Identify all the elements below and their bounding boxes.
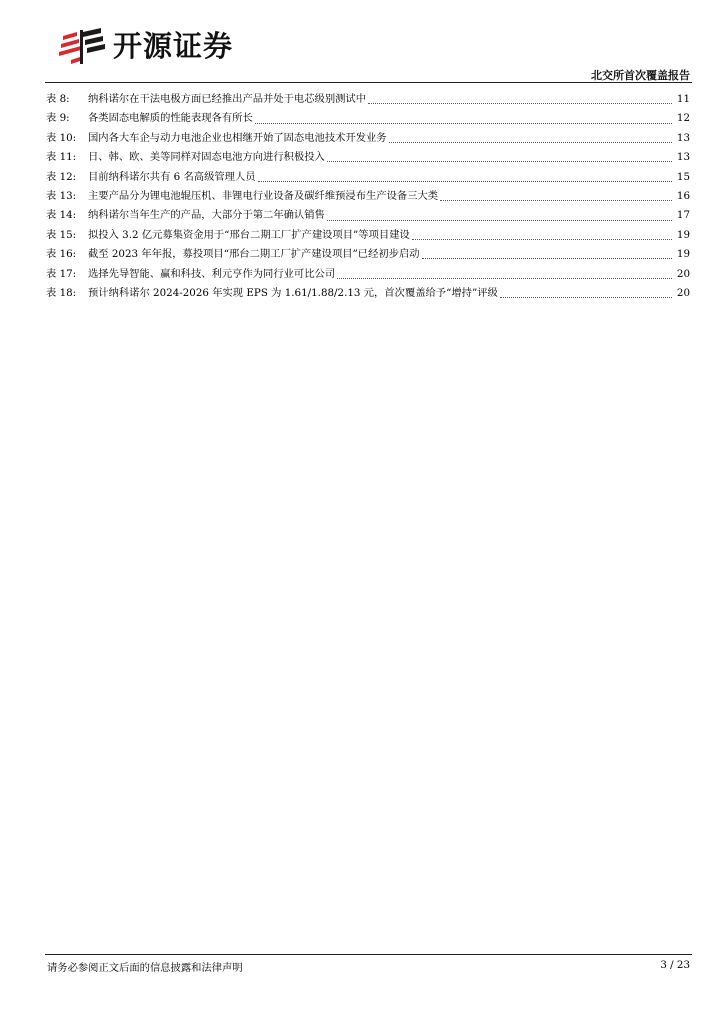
- toc-entry-title: 纳科诺尔当年生产的产品，大部分于第二年确认销售: [88, 209, 325, 222]
- toc-leader-dots: [255, 123, 672, 124]
- toc-leader-dots: [327, 220, 672, 221]
- toc-entry-page: 19: [676, 228, 690, 241]
- company-logo: [57, 26, 233, 66]
- toc-entry-page: 12: [676, 112, 690, 125]
- toc-entry-label: 表 10:: [46, 131, 77, 144]
- header-divider: [45, 82, 692, 83]
- toc-leader-dots: [368, 103, 672, 104]
- toc-entry-page: 13: [676, 131, 690, 144]
- toc-entry-page: 15: [676, 170, 690, 183]
- disclaimer-text: 请务必参阅正文后面的信息披露和法律声明: [47, 962, 243, 974]
- toc-entry-page: 13: [676, 151, 690, 164]
- toc-entry-title: 预计纳科诺尔 2024-2026 年实现 EPS 为 1.61/1.88/2.13 元，首次覆盖给予“增持”评级: [88, 286, 498, 299]
- page-number: 3 / 23: [660, 959, 690, 971]
- toc-leader-dots: [440, 200, 672, 201]
- toc-entry-label: 表 9:: [46, 112, 70, 125]
- toc-entry-page: 20: [676, 267, 690, 280]
- toc-entry[interactable]: [46, 284, 690, 303]
- toc-entry-title: 各类固态电解质的性能表现各有所长: [88, 112, 253, 125]
- toc-entry-label: 表 16:: [46, 248, 77, 261]
- toc-entry[interactable]: [46, 90, 690, 109]
- brand-name: 开源证券: [113, 29, 234, 63]
- toc-entry-label: 表 13:: [46, 189, 77, 202]
- toc-entry-page: 11: [676, 93, 690, 105]
- toc-entry-page: 20: [676, 286, 690, 299]
- toc-entry-label: 表 11:: [46, 151, 77, 164]
- toc-entry-page: 19: [676, 248, 690, 261]
- toc-entry[interactable]: [46, 206, 690, 225]
- toc-entry[interactable]: [46, 148, 690, 167]
- toc-entry-label: 表 17:: [46, 267, 77, 280]
- toc-leader-dots: [258, 181, 672, 182]
- toc-leader-dots: [327, 161, 672, 162]
- toc-entry-page: 17: [676, 209, 690, 222]
- footer-divider: [45, 954, 692, 955]
- toc-leader-dots: [500, 297, 672, 298]
- toc-entry-title: 日、韩、欧、美等同样对固态电池方向进行积极投入: [88, 151, 325, 164]
- toc-entry[interactable]: [46, 168, 690, 187]
- toc-entry-label: 表 8:: [46, 93, 70, 105]
- table-of-contents: [46, 90, 690, 303]
- logo-mark-icon: [57, 26, 107, 66]
- toc-entry[interactable]: [46, 109, 690, 128]
- toc-leader-dots: [422, 258, 672, 259]
- report-type: 北交所首次覆盖报告: [591, 69, 690, 82]
- toc-entry-title: 拟投入 3.2 亿元募集资金用于“邢台二期工厂扩产建设项目”等项目建设: [88, 228, 410, 241]
- toc-entry[interactable]: [46, 226, 690, 245]
- toc-entry[interactable]: [46, 187, 690, 206]
- toc-entry-label: 表 14:: [46, 209, 77, 222]
- toc-entry-title: 主要产品分为锂电池辊压机、非锂电行业设备及碳纤维预浸布生产设备三大类: [88, 189, 439, 202]
- toc-leader-dots: [337, 278, 672, 279]
- toc-entry[interactable]: [46, 245, 690, 264]
- toc-entry-label: 表 18:: [46, 286, 77, 299]
- toc-entry-label: 表 15:: [46, 228, 77, 241]
- toc-entry-title: 纳科诺尔在干法电极方面已经推出产品并处于电芯级别测试中: [88, 93, 367, 105]
- toc-leader-dots: [412, 239, 672, 240]
- toc-entry-title: 国内各大车企与动力电池企业也相继开始了固态电池技术开发业务: [88, 131, 387, 144]
- toc-entry[interactable]: [46, 265, 690, 284]
- toc-entry-title: 选择先导智能、赢和科技、利元亨作为同行业可比公司: [88, 267, 336, 280]
- toc-entry-label: 表 12:: [46, 170, 77, 183]
- toc-entry[interactable]: [46, 129, 690, 148]
- toc-entry-page: 16: [676, 189, 690, 202]
- toc-leader-dots: [389, 142, 672, 143]
- toc-entry-title: 截至 2023 年年报，募投项目“邢台二期工厂扩产建设项目”已经初步启动: [88, 248, 420, 261]
- toc-entry-title: 目前纳科诺尔共有 6 名高级管理人员: [88, 170, 256, 183]
